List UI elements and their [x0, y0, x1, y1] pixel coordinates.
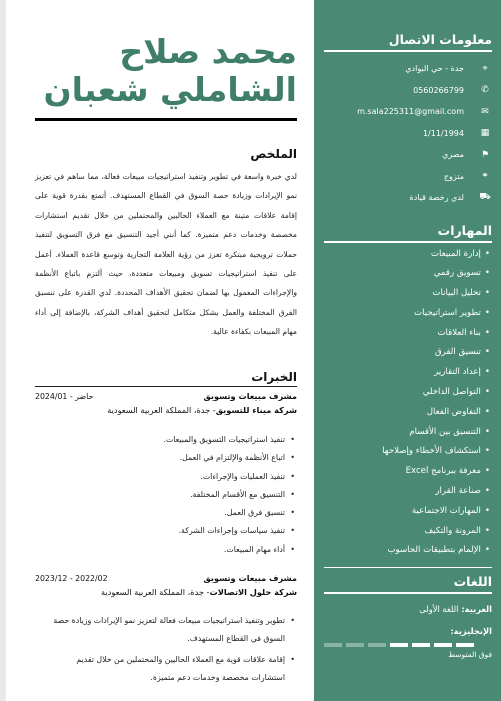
contact-value: 1/11/1994 [422, 128, 464, 138]
languages-top-rule [324, 567, 492, 568]
job-title: مشرف مبيعات وتسويق [203, 391, 297, 401]
contact-row [324, 166, 492, 188]
language-level: اللغة الأولى [419, 604, 459, 615]
experience-divider [35, 386, 297, 387]
contact-row [324, 58, 492, 80]
skill-item: • التواصل الداخلي [324, 383, 492, 403]
duty-item: • إقامة علاقات قوية مع العملاء الحاليين والمحتملين من خلال تقديم استشارات مخصصة وخدمات دعم متميزة. [41, 651, 297, 686]
contact-list [324, 58, 492, 209]
skill-item: • معرفة ببرنامج Excel [324, 462, 492, 482]
skill-item: • استكشاف الأخطاء وإصلاحها [324, 442, 492, 462]
skill-item: • إدارة المبيعات [324, 245, 492, 265]
car-icon: ⛟ [479, 192, 491, 203]
skill-item: • إعداد التقارير [324, 363, 492, 383]
job-location: - جدة، المملكة العربية السعودية [107, 405, 216, 415]
name-line-1: محمد صلاح [119, 32, 297, 71]
contact-value: جدة - حي البوادي [405, 64, 464, 74]
rings-icon: ⚭ [481, 171, 489, 182]
level-segment [456, 643, 474, 647]
duty-item: • التنسيق مع الأقسام المختلفة. [41, 486, 297, 504]
email-icon: ✉ [481, 106, 489, 117]
contact-value: مصري [442, 150, 464, 160]
contact-heading: معلومات الاتصال [388, 32, 492, 47]
name-divider [35, 118, 297, 121]
name-line-2: الشاملي شعبان [43, 70, 297, 109]
job-duties [41, 612, 297, 686]
duty-item: • تنسيق فرق العمل. [41, 504, 297, 522]
contact-row [324, 101, 492, 123]
skill-item: • المرونة والتكيف [324, 522, 492, 542]
skill-item: • بناء العلاقات [324, 324, 492, 344]
duty-item: • تطوير وتنفيذ استراتيجيات مبيعات فعالة لتعزيز نمو الإيرادات وزيادة حصة السوق في القطاع المستهدف. [41, 612, 297, 647]
summary-heading: الملخص [250, 147, 297, 161]
skill-item: • الإلمام بتطبيقات الحاسوب [324, 541, 492, 561]
job-location: - جدة، المملكة العربية السعودية [101, 587, 210, 597]
level-segment [346, 643, 364, 647]
skills-heading: المهارات [437, 222, 492, 238]
level-segment [368, 643, 386, 647]
skill-item: • تحليل البيانات [324, 284, 492, 304]
summary-text: لدي خبرة واسعة في تطوير وتنفيذ استراتيجيات مبيعات فعالة، مما ساهم في تعزيز نمو الإيرادات وزيادة حصة السوق في القطاع المستهدف. أتمتع بقدرة قوية على إقامة علاقات متينة مع العملاء الحاليين والمحتملين من خلال تقديم استشارات مخصصة وخدمات دعم متميزة. كما أنني أجيد التنسيق مع فرق التسويق لتنفيذ حملات ترويجية مبتكرة تعزز من رؤية العلامة التجارية وتوسع قاعدة العملاء. أعمل على تنفيذ استراتيجيات تسويق ومبيعات متعددة، حيث ألتزم باتباع الأنظمة والإجراءات المعمول بها لضمان تحقيق الأهداف المحددة. لدي القدرة على تنسيق الفرق المختلفة والعمل بشكل متكامل لتحقيق أهداف الشركة، بالإضافة إلى أداء مهام المبيعات بكفاءة عالية. [35, 172, 297, 337]
job-duties [41, 431, 297, 559]
contact-value: m.sala225311@gmail.com [357, 107, 464, 117]
contact-value: متزوج [443, 171, 464, 181]
duty-item: • أداء مهام المبيعات. [41, 541, 297, 559]
job-header [35, 571, 297, 599]
skill-item: • صناعة القرار [324, 482, 492, 502]
language-name: الإنجليزية: [450, 626, 492, 637]
job-dates: 2023/12 - 2022/02 [35, 573, 108, 583]
contact-row [324, 80, 492, 102]
phone-icon: ✆ [481, 85, 489, 96]
duty-item: • اتباع الأنظمة والإلتزام في العمل. [41, 449, 297, 467]
full-name [35, 33, 297, 109]
languages-heading: اللغات [453, 574, 492, 590]
experience-heading: الخبرات [251, 370, 297, 384]
skill-item: • تطوير استراتيجيات [324, 304, 492, 324]
contact-value: لدي رخصة قيادة [409, 193, 464, 203]
duty-item: • تنفيذ العمليات والإجراءات. [41, 468, 297, 486]
duty-item: • تنفيذ سياسات وإجراءات الشركة. [41, 522, 297, 540]
skill-item: • تنسيق الفرق [324, 343, 492, 363]
job-header [35, 389, 297, 417]
duty-item: • تنفيذ استراتيجيات التسويق والمبيعات. [41, 431, 297, 449]
skills-divider [324, 241, 492, 243]
language-arabic [324, 604, 492, 614]
skill-item: • تسويق رقمي [324, 264, 492, 284]
level-segment [434, 643, 452, 647]
contact-divider [324, 50, 492, 52]
english-level-text: فوق المتوسط [448, 650, 492, 660]
contact-value: 0560266799 [413, 85, 464, 95]
level-segment [390, 643, 408, 647]
skill-item: • التفاوض الفعال [324, 403, 492, 423]
contact-row [324, 123, 492, 145]
calendar-icon: ▦ [480, 128, 490, 139]
skills-list [324, 245, 492, 562]
languages-divider [324, 592, 492, 594]
level-segment [324, 643, 342, 647]
language-name: العربية: [461, 604, 492, 615]
job-title: مشرف مبيعات وتسويق [203, 573, 297, 583]
page-edge [0, 0, 6, 701]
language-english [324, 626, 492, 636]
level-segment [412, 643, 430, 647]
contact-row [324, 144, 492, 166]
skill-item: • التنسيق بين الأقسام [324, 423, 492, 443]
english-level-bar [324, 643, 492, 647]
flag-icon: ⚑ [480, 149, 490, 160]
job-dates: 2024/01 - حاضر [35, 391, 94, 401]
location-pin-icon: ⌖ [482, 63, 488, 74]
sidebar [314, 0, 501, 701]
job-company: شركة ميناء للتسويق [215, 405, 297, 415]
skill-item: • المهارات الاجتماعية [324, 502, 492, 522]
main-column [35, 0, 297, 701]
job-company: شركة حلول الاتصالات [209, 587, 297, 597]
contact-row [324, 187, 492, 209]
